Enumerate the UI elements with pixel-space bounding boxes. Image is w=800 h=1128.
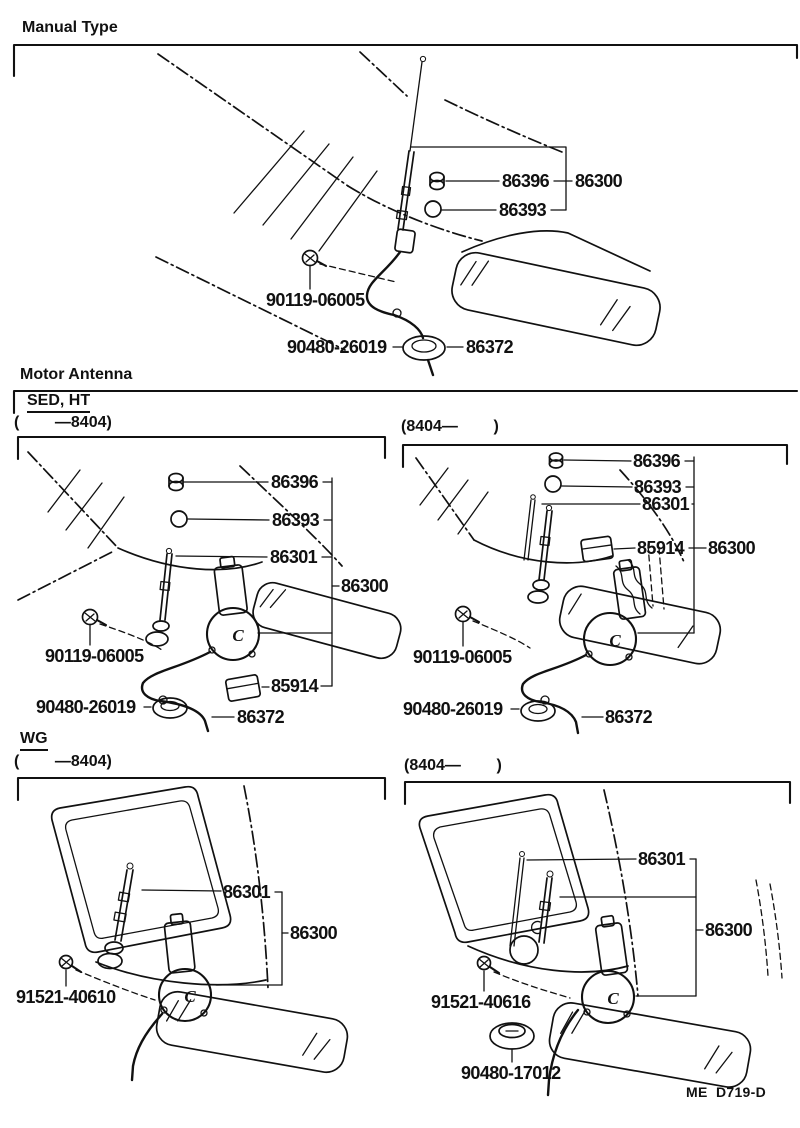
part-label-86301: 86301 <box>642 494 690 514</box>
range-label-wg-pre8404: ( —8404) <box>14 753 112 770</box>
range-label-sed-post8404: (8404— ) <box>401 418 499 435</box>
sedl-cable-and-grommet <box>142 652 210 731</box>
wgl-motor-unit <box>159 913 211 1021</box>
motor-c-mark: C <box>607 989 619 1008</box>
part-label-90480-26019: 90480-26019 <box>403 699 503 719</box>
part-label-86393: 86393 <box>499 200 547 220</box>
wgr-grommet-icon <box>490 1023 534 1049</box>
sedr-motor-unit <box>584 559 646 665</box>
part-label-86300: 86300 <box>575 171 623 191</box>
manual-car-body <box>156 52 664 350</box>
part-label-91521-40616: 91521-40616 <box>431 992 531 1012</box>
part-label-86393: 86393 <box>272 510 320 530</box>
motor-c-mark: C <box>232 626 244 645</box>
wgl-antenna-mast <box>98 863 133 969</box>
part-label-86300: 86300 <box>290 923 338 943</box>
wg-post8404-diagram <box>419 790 782 1095</box>
sedr-cable-and-grommet <box>521 655 586 733</box>
motor-c-mark: C <box>609 631 621 650</box>
part-label-86396: 86396 <box>633 451 681 471</box>
part-label-86372: 86372 <box>605 707 653 727</box>
motor-c-mark: C <box>184 987 196 1006</box>
part-label-86300: 86300 <box>708 538 756 558</box>
part-label-86301: 86301 <box>223 882 271 902</box>
part-label-86301: 86301 <box>270 547 318 567</box>
part-label-86372: 86372 <box>466 337 514 357</box>
part-label-86396: 86396 <box>271 472 319 492</box>
part-label-90119-06005: 90119-06005 <box>45 646 144 666</box>
part-label-90119-06005: 90119-06005 <box>266 290 365 310</box>
part-label-91521-40610: 91521-40610 <box>16 987 116 1007</box>
sedr-relay-85914-icon <box>581 536 614 562</box>
part-label-86300: 86300 <box>705 920 753 940</box>
section-title-manual-type: Manual Type <box>22 19 118 36</box>
range-label-wg-post8404: (8404— ) <box>404 757 502 774</box>
part-label-85914: 85914 <box>271 676 319 696</box>
sedr-fasteners <box>456 453 563 648</box>
sedl-relay-85914-icon <box>225 674 260 701</box>
part-label-86301: 86301 <box>638 849 686 869</box>
sedr-antenna-mast <box>524 495 552 603</box>
manual-bumper <box>448 249 664 349</box>
part-label-90480-26019: 90480-26019 <box>36 697 136 717</box>
part-label-90119-06005: 90119-06005 <box>413 647 512 667</box>
sedl-motor-unit <box>207 556 259 660</box>
subsection-title-wg: WG <box>20 730 48 751</box>
sedr-bumper <box>556 583 723 667</box>
wgr-bumper <box>547 1000 754 1090</box>
manual-type-diagram <box>156 52 664 375</box>
drawing-code: ME D719-D <box>686 1084 767 1100</box>
part-label-86300: 86300 <box>341 576 389 596</box>
range-label-sed-pre8404: ( —8404) <box>14 414 112 431</box>
wgr-antenna-mast <box>510 852 553 965</box>
manual-antenna-mast <box>395 56 426 253</box>
part-label-86396: 86396 <box>502 171 550 191</box>
part-label-85914: 85914 <box>637 538 685 558</box>
part-label-86393: 86393 <box>634 477 682 497</box>
wgl-bumper <box>154 989 350 1075</box>
part-label-86372: 86372 <box>237 707 285 727</box>
subsection-title-sed-ht: SED, HT <box>27 392 90 413</box>
manual-fasteners <box>303 173 445 283</box>
part-label-90480-26019: 90480-26019 <box>287 337 387 357</box>
manual-grommet-icon <box>403 336 445 360</box>
part-label-90480-17012: 90480-17012 <box>461 1063 561 1083</box>
section-title-motor-antenna: Motor Antenna <box>20 366 133 383</box>
